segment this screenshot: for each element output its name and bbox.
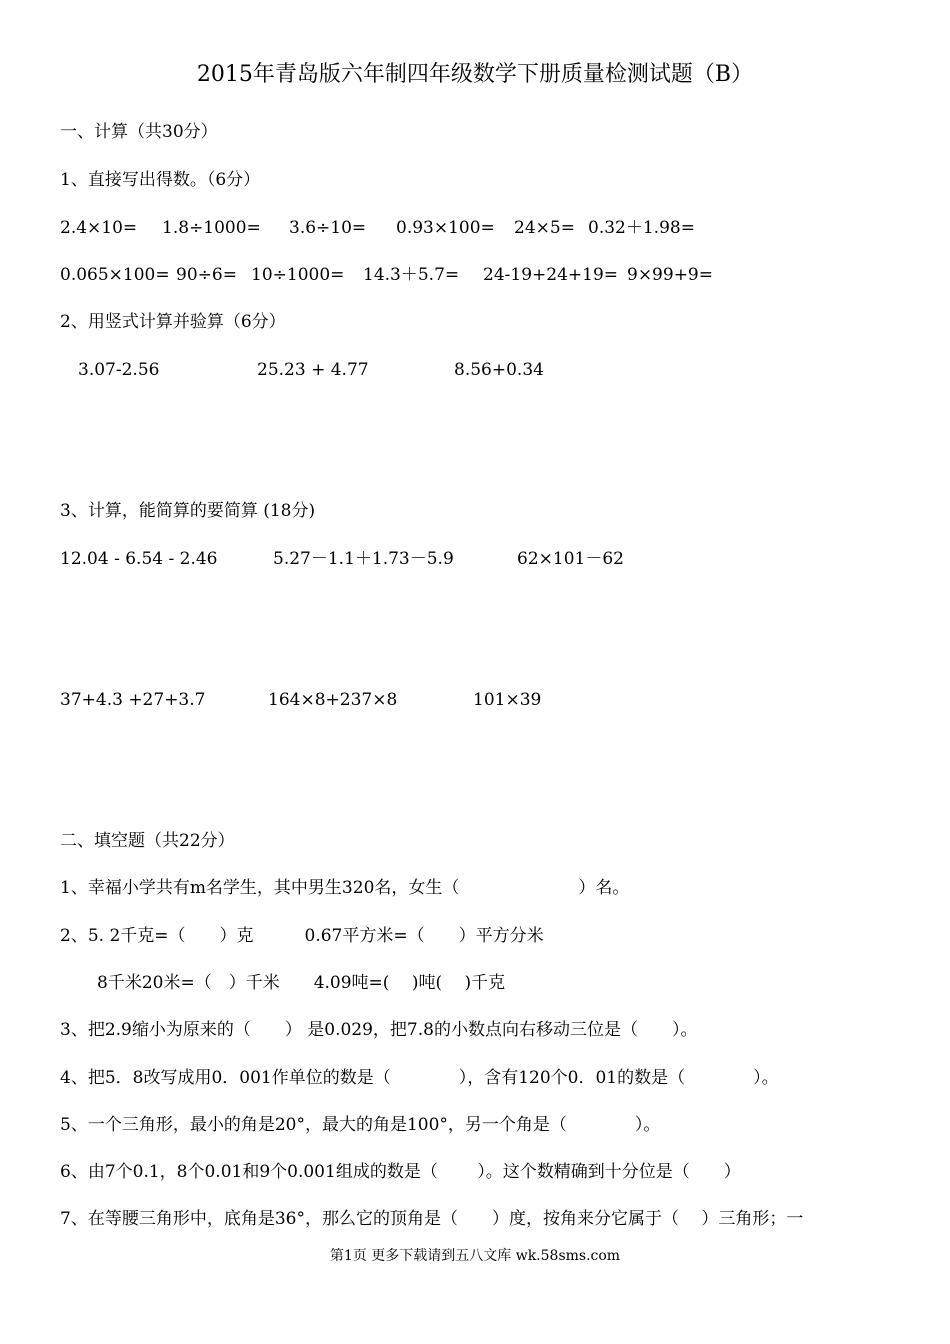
section1-heading: 一、计算（共30分） [60, 122, 218, 142]
fill-q2-line2: 8千米20米=（ ）千米 4.09吨=( )吨( )千克 [97, 973, 506, 993]
fill-q3: 3、把2.9缩小为原来的（ ） 是0.029，把7.8的小数点向右移动三位是（ ）。 [60, 1020, 698, 1040]
q1-expr: 14.3＋5.7= [363, 265, 460, 285]
q3-expr: 37+4.3 +27+3.7 [60, 690, 206, 710]
fill-q4: 4、把5．8改写成用0．001作单位的数是（ ），含有120个0．01的数是（ ）。 [60, 1068, 779, 1088]
q3-expr: 12.04 - 6.54 - 2.46 [60, 549, 218, 569]
q1-expr: 9×99+9= [627, 265, 713, 285]
q2-expr: 8.56+0.34 [454, 360, 544, 380]
q1-expr: 10÷1000= [251, 265, 345, 285]
q1-expr: 2.4×10= [60, 218, 138, 238]
fill-q6: 6、由7个0.1，8个0.01和9个0.001组成的数是（ ）。这个数精确到十分位是（ ） [60, 1162, 741, 1182]
q3-expr: 101×39 [473, 690, 542, 710]
q1-expr: 0.065×100= [60, 265, 170, 285]
q2-expr: 3.07-2.56 [78, 360, 160, 380]
q3-heading: 3、计算，能简算的要简算 (18分) [60, 501, 316, 521]
fill-q2-line1: 2、5. 2千克=（ ）克 0.67平方米=（ ）平方分米 [60, 926, 544, 946]
q1-expr: 1.8÷1000= [162, 218, 261, 238]
page-title: 2015年青岛版六年制四年级数学下册质量检测试题（B） [196, 62, 754, 87]
fill-q1: 1、幸福小学共有m名学生，其中男生320名，女生（ ）名。 [60, 878, 630, 898]
q1-heading: 1、直接写出得数。（6分） [60, 170, 261, 190]
q1-expr: 0.32＋1.98= [588, 218, 695, 238]
q1-expr: 24-19+24+19= [483, 265, 619, 285]
q3-expr: 5.27－1.1＋1.73－5.9 [273, 549, 454, 569]
section2-heading: 二、填空题（共22分） [60, 831, 235, 851]
fill-q5: 5、一个三角形，最小的角是20°，最大的角是100°，另一个角是（ ）。 [60, 1115, 661, 1135]
q1-expr: 3.6÷10= [289, 218, 367, 238]
q2-expr: 25.23 + 4.77 [257, 360, 369, 380]
page-footer: 第1页 更多下载请到五八文库 wk.58sms.com [329, 1248, 621, 1264]
q1-expr: 90÷6= [176, 265, 237, 285]
q3-expr: 164×8+237×8 [268, 690, 398, 710]
fill-q7: 7、在等腰三角形中，底角是36°，那么它的顶角是（ ）度，按角来分它属于（ ）三角形；一 [60, 1209, 804, 1229]
q1-expr: 0.93×100= [396, 218, 495, 238]
q1-expr: 24×5= [514, 218, 575, 238]
q2-heading: 2、用竖式计算并验算（6分） [60, 312, 286, 332]
q3-expr: 62×101－62 [517, 549, 624, 569]
